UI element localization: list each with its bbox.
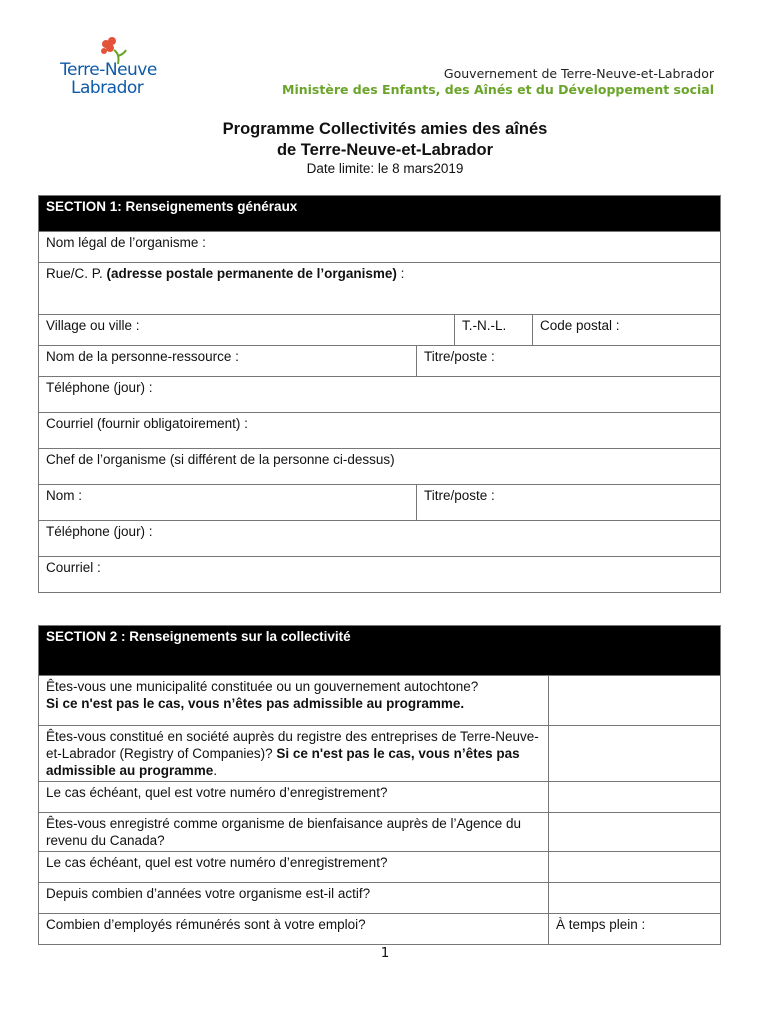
page-title: Programme Collectivités amies des aînés	[222, 120, 548, 138]
question-registry-text: Êtes-vous constitué en société auprès du registre des entreprises de Terre-Neuve-et-Labrador (Registry of Companies)?	[46, 729, 539, 761]
answer-charity-number[interactable]	[549, 852, 721, 883]
contact-name-label: Nom de la personne-ressource :	[46, 349, 239, 364]
chief-title-label: Titre/poste :	[424, 488, 495, 503]
question-employees-text: Combien d’employés rémunérés sont à votre emploi?	[46, 917, 366, 932]
page-number: 1	[380, 945, 390, 961]
legal-name-label: Nom légal de l’organisme :	[46, 235, 206, 250]
question-charity-text: Êtes-vous enregistré comme organisme de bienfaisance auprès de l’Agence du revenu du Canada?	[46, 816, 522, 848]
address-label: Rue/C. P.	[46, 266, 107, 281]
question-municipality-warning: Si ce n'est pas le cas, vous n’êtes pas admissible au programme.	[46, 696, 465, 711]
question-years-active	[39, 883, 549, 914]
government-name: Gouvernement de Terre-Neuve-et-Labrador	[443, 66, 714, 81]
answer-charity[interactable]	[549, 813, 721, 852]
answer-registry-number[interactable]	[549, 782, 721, 813]
section-1-table	[38, 195, 721, 593]
section-2-table	[38, 625, 721, 945]
question-registry-number-text: Le cas échéant, quel est votre numéro d’enregistrement?	[46, 785, 388, 800]
chief-name-label: Nom :	[46, 488, 83, 503]
chief-email-field[interactable]	[39, 557, 721, 593]
answer-years-active[interactable]	[549, 883, 721, 914]
question-registry-number	[39, 782, 549, 813]
chief-name-field[interactable]	[39, 485, 417, 521]
page-title-line-2: de Terre-Neuve-et-Labrador	[276, 141, 494, 159]
province-label: T.-N.-L.	[462, 318, 507, 333]
village-label: Village ou ville :	[46, 318, 140, 333]
ministry-name: Ministère des Enfants, des Aînés et du Développement social	[282, 82, 714, 97]
question-municipality-text: Êtes-vous une municipalité constituée ou un gouvernement autochtone?	[46, 679, 479, 694]
village-field[interactable]	[39, 315, 455, 346]
phone-field[interactable]	[39, 377, 721, 413]
address-label-bold: (adresse postale permanente de l’organisme)	[106, 266, 397, 281]
chief-heading-cell	[39, 449, 721, 485]
chief-phone-field[interactable]	[39, 521, 721, 557]
chief-phone-label: Téléphone (jour) :	[46, 524, 153, 539]
title-label: Titre/poste :	[424, 349, 495, 364]
question-years-active-text: Depuis combien d’années votre organisme est-il actif?	[46, 886, 371, 901]
question-charity-number-text: Le cas échéant, quel est votre numéro d’enregistrement?	[46, 855, 388, 870]
section-1-heading: SECTION 1: Renseignements généraux	[39, 196, 721, 232]
section-2-heading: SECTION 2 : Renseignements sur la collectivité	[39, 626, 721, 676]
question-employees	[39, 914, 549, 945]
email-required-field[interactable]	[39, 413, 721, 449]
province-cell	[455, 315, 533, 346]
email-required-label: Courriel (fournir obligatoirement) :	[46, 416, 248, 431]
legal-name-field[interactable]	[39, 232, 721, 263]
question-registry-end: .	[213, 763, 218, 778]
logo-line-2: Labrador	[71, 78, 144, 98]
question-charity-number	[39, 852, 549, 883]
postal-code-field[interactable]	[533, 315, 721, 346]
answer-registry[interactable]	[549, 726, 721, 782]
address-field[interactable]	[39, 263, 721, 315]
answer-full-time-label: À temps plein :	[556, 917, 646, 932]
chief-label: Chef de l’organisme (si différent de la personne ci-dessus)	[46, 452, 395, 467]
logo-line-1: Terre-Neuve	[60, 60, 157, 80]
contact-name-field[interactable]	[39, 346, 417, 377]
deadline: Date limite: le 8 mars2019	[306, 161, 464, 176]
answer-full-time[interactable]	[549, 914, 721, 945]
question-registry	[39, 726, 549, 782]
question-municipality	[39, 676, 549, 726]
logo	[56, 36, 166, 98]
title-field[interactable]	[417, 346, 721, 377]
chief-email-label: Courriel :	[46, 560, 101, 575]
question-registry-warning: Si ce n'est pas le cas, vous n’êtes pas admissible au programme	[46, 746, 520, 778]
address-label-suffix: :	[396, 266, 405, 281]
postal-code-label: Code postal :	[540, 318, 620, 333]
answer-municipality[interactable]	[549, 676, 721, 726]
phone-label: Téléphone (jour) :	[46, 380, 153, 395]
chief-title-field[interactable]	[417, 485, 721, 521]
question-charity	[39, 813, 549, 852]
